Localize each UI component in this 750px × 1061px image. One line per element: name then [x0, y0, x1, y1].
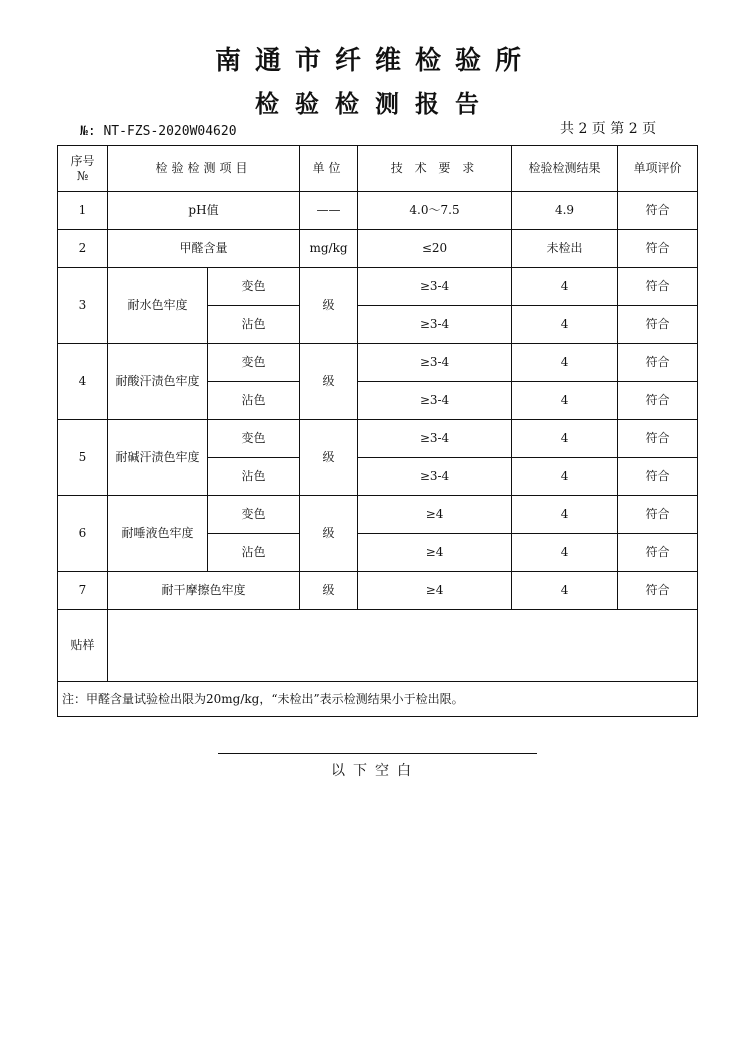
test-item: 耐碱汗渍色牢度: [108, 420, 208, 496]
sub-item: 变色: [208, 344, 300, 382]
result: 4: [512, 306, 618, 344]
requirement: ≥3-4: [358, 458, 512, 496]
sub-item: 沾色: [208, 306, 300, 344]
header-evaluation: 单项评价: [618, 146, 698, 192]
test-item: 耐酸汗渍色牢度: [108, 344, 208, 420]
test-item: 耐唾液色牢度: [108, 496, 208, 572]
header-seq-symbol: №: [76, 168, 89, 183]
result: 4: [512, 344, 618, 382]
unit: mg/kg: [300, 230, 358, 268]
requirement: ≥3-4: [358, 268, 512, 306]
note-row: [58, 682, 698, 717]
sample-area: [108, 610, 698, 682]
page-info: 共 2 页 第 2 页: [560, 121, 657, 137]
sub-item: 沾色: [208, 458, 300, 496]
row-number: 6: [58, 496, 108, 572]
requirement: ≥4: [358, 496, 512, 534]
table-row: [58, 420, 698, 458]
report-title: 检验检测报告: [255, 89, 495, 118]
end-of-report-text: 以下空白: [331, 763, 419, 779]
unit: ——: [300, 192, 358, 230]
report-number: №: NT-FZS-2020W04620: [80, 124, 237, 139]
header-item: 检验检测项目: [108, 146, 300, 192]
requirement: ≥4: [358, 572, 512, 610]
evaluation: 符合: [618, 344, 698, 382]
result: 4: [512, 268, 618, 306]
requirement: ≥4: [358, 534, 512, 572]
end-divider: [218, 753, 537, 754]
row-number: 3: [58, 268, 108, 344]
header-requirement: 技 术 要 求: [358, 146, 512, 192]
row-number: 2: [58, 230, 108, 268]
header-unit: 单位: [300, 146, 358, 192]
requirement: ≤20: [358, 230, 512, 268]
result: 4: [512, 534, 618, 572]
result: 4: [512, 458, 618, 496]
evaluation: 符合: [618, 268, 698, 306]
results-table: [57, 145, 698, 717]
requirement: ≥3-4: [358, 344, 512, 382]
row-number: 1: [58, 192, 108, 230]
unit: 级: [300, 420, 358, 496]
table-header-row: [58, 146, 698, 192]
result: 4.9: [512, 192, 618, 230]
result: 4: [512, 420, 618, 458]
test-item: 耐干摩擦色牢度: [108, 572, 300, 610]
header-seq-label: 序号: [70, 153, 95, 168]
test-item: pH值: [108, 192, 300, 230]
table-row: [58, 496, 698, 534]
sub-item: 变色: [208, 420, 300, 458]
unit: 级: [300, 572, 358, 610]
organization-title: 南通市纤维检验所: [214, 46, 535, 76]
requirement: 4.0～7.5: [358, 192, 512, 230]
requirement: ≥3-4: [358, 382, 512, 420]
evaluation: 符合: [618, 496, 698, 534]
evaluation: 符合: [618, 306, 698, 344]
requirement: ≥3-4: [358, 306, 512, 344]
unit: 级: [300, 496, 358, 572]
sub-item: 变色: [208, 268, 300, 306]
result: 4: [512, 382, 618, 420]
evaluation: 符合: [618, 382, 698, 420]
test-item: 甲醛含量: [108, 230, 300, 268]
test-item: 耐水色牢度: [108, 268, 208, 344]
evaluation: 符合: [618, 192, 698, 230]
evaluation: 符合: [618, 230, 698, 268]
result: 未检出: [512, 230, 618, 268]
table-row: [58, 572, 698, 610]
table-row: [58, 192, 698, 230]
sub-item: 沾色: [208, 534, 300, 572]
unit: 级: [300, 344, 358, 420]
row-number: 5: [58, 420, 108, 496]
unit: 级: [300, 268, 358, 344]
evaluation: 符合: [618, 420, 698, 458]
table-row: [58, 268, 698, 306]
evaluation: 符合: [618, 572, 698, 610]
header-result: 检验检测结果: [512, 146, 618, 192]
evaluation: 符合: [618, 534, 698, 572]
row-number: 4: [58, 344, 108, 420]
sample-label: 贴样: [58, 610, 108, 682]
result: 4: [512, 572, 618, 610]
sample-row: [58, 610, 698, 682]
sub-item: 变色: [208, 496, 300, 534]
table-row: [58, 230, 698, 268]
header-seq: [58, 146, 108, 192]
evaluation: 符合: [618, 458, 698, 496]
result: 4: [512, 496, 618, 534]
sub-item: 沾色: [208, 382, 300, 420]
note-text: 注：甲醛含量试验检出限为20mg/kg，“未检出”表示检测结果小于检出限。: [58, 682, 698, 717]
table-row: [58, 344, 698, 382]
row-number: 7: [58, 572, 108, 610]
requirement: ≥3-4: [358, 420, 512, 458]
